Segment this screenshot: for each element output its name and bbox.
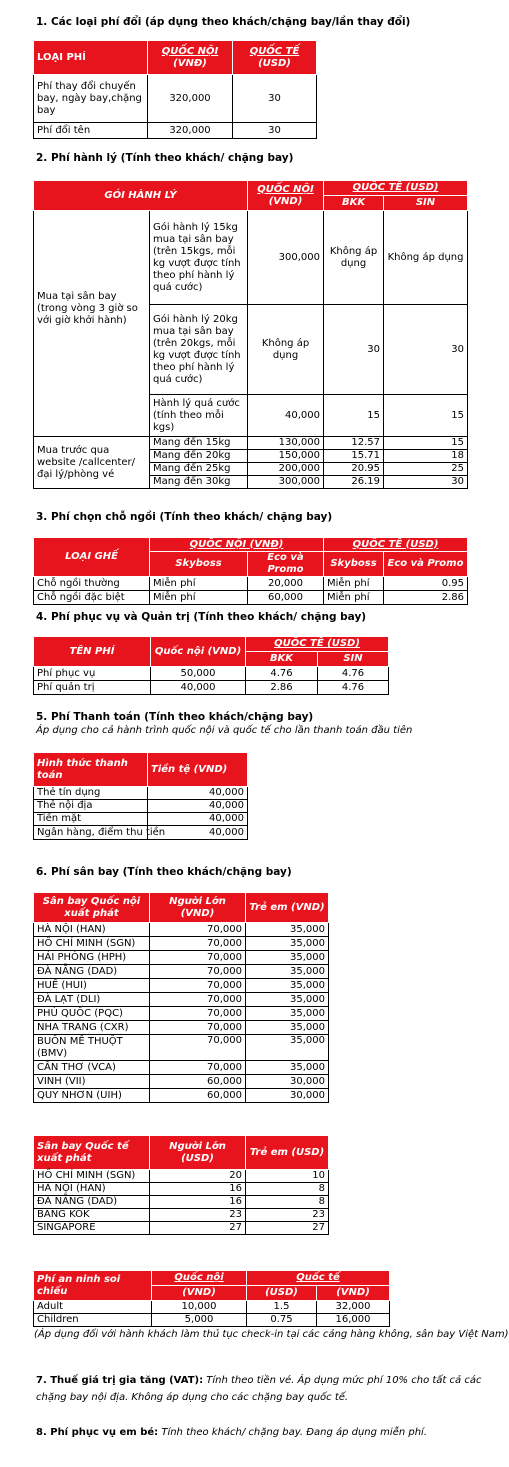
price: 60,000	[248, 591, 324, 605]
passenger-type: Children	[34, 1314, 152, 1327]
child-fee: 27	[246, 1222, 329, 1235]
price: 20,000	[248, 577, 324, 591]
adult-fee: 70,000	[150, 979, 246, 993]
table-row	[34, 937, 329, 951]
table-row	[34, 1209, 329, 1222]
child-fee: 35,000	[246, 937, 329, 951]
adult-fee: 16	[150, 1196, 246, 1209]
price: 40,000	[151, 681, 246, 695]
airport-name: BANG KOK	[34, 1209, 150, 1222]
table-row	[34, 1075, 329, 1089]
airport-name: HÀ NỘI (HAN)	[34, 1183, 150, 1196]
price: Miễn phí	[150, 591, 248, 605]
child-fee: 35,000	[246, 1007, 329, 1021]
header-domestic-airport: Sân bay Quốc nội xuất phát	[34, 893, 150, 923]
header-child: Trẻ em (USD)	[246, 1136, 329, 1170]
table-row	[34, 1007, 329, 1021]
adult-fee: 70,000	[150, 937, 246, 951]
table-row	[34, 681, 389, 695]
price: 32,000	[317, 1301, 390, 1314]
table-row	[34, 437, 468, 450]
intl-airport-rows	[34, 1170, 329, 1235]
table-row	[34, 1183, 329, 1196]
adult-fee: 27	[150, 1222, 246, 1235]
price-sin: Không áp dụng	[384, 211, 468, 305]
section-8-label: 8. Phí phục vụ em bé:	[36, 1427, 159, 1438]
price-sin: 15	[384, 437, 468, 450]
section-1-title: 1. Các loại phí đổi (áp dụng theo khách/chặng bay/lần thay đổi)	[36, 16, 411, 28]
price-domestic: 40,000	[248, 395, 324, 437]
child-fee: 35,000	[246, 923, 329, 937]
child-fee: 30,000	[246, 1075, 329, 1089]
price: 1.5	[247, 1301, 317, 1314]
header-domestic: QUỐC NỘI (VND)	[248, 181, 324, 211]
payment-method: Ngân hàng, điểm thu tiền	[34, 826, 148, 840]
fee-domestic: 320,000	[148, 75, 233, 123]
adult-fee: 70,000	[150, 1007, 246, 1021]
child-fee: 30,000	[246, 1089, 329, 1103]
table-row	[34, 1314, 390, 1327]
table-row	[34, 923, 329, 937]
table-row	[34, 75, 317, 123]
package-name: Mang đến 20kg	[150, 450, 248, 463]
price: Miễn phí	[324, 591, 384, 605]
price-sin: 18	[384, 450, 468, 463]
header-international: Quốc tế	[247, 1271, 390, 1286]
price-domestic: 300,000	[248, 476, 324, 489]
header-security: Phí an ninh soi chiếu	[34, 1271, 152, 1301]
section-6-title: 6. Phí sân bay (Tính theo khách/chặng bay)	[36, 866, 292, 878]
header-international: QUỐC TẾ (USD)	[233, 41, 317, 75]
package-name: Mang đến 15kg	[150, 437, 248, 450]
change-fee-table	[33, 40, 317, 139]
header-fee-type: LOẠI PHÍ	[34, 41, 148, 75]
section-5-note: Áp dụng cho cả hành trình quốc nội và quốc tế cho lần thanh toán đầu tiên	[36, 725, 413, 736]
price: 40,000	[148, 813, 248, 826]
airport-name: VINH (VII)	[34, 1075, 150, 1089]
airport-name: QUY NHƠN (UIH)	[34, 1089, 150, 1103]
price: 2.86	[384, 591, 468, 605]
price: Miễn phí	[150, 577, 248, 591]
package-name: Hành lý quá cước (tính theo mỗi kgs)	[150, 395, 248, 437]
adult-fee: 70,000	[150, 951, 246, 965]
fee-name: Phí đổi tên	[34, 123, 148, 139]
fee-name: Phí quản trị	[34, 681, 151, 695]
price: 2.86	[246, 681, 318, 695]
price: 0.75	[247, 1314, 317, 1327]
header-domestic: QUỐC NỘI (VNĐ)	[148, 41, 233, 75]
price-sin: 25	[384, 463, 468, 476]
price-domestic: 200,000	[248, 463, 324, 476]
payment-method: Thẻ tín dụng	[34, 787, 148, 800]
payment-fee-table	[33, 752, 248, 840]
table-row	[34, 211, 468, 305]
header-vnd: (VND)	[152, 1286, 247, 1301]
price-bkk: 26.19	[324, 476, 384, 489]
table-row	[34, 1301, 390, 1314]
header-intl-airport: Sân bay Quốc tế xuất phát	[34, 1136, 150, 1170]
airport-name: HUẾ (HUI)	[34, 979, 150, 993]
price: 16,000	[317, 1314, 390, 1327]
child-fee: 8	[246, 1196, 329, 1209]
fee-name: Phí phục vụ	[34, 667, 151, 681]
section-7-label: 7. Thuế giá trị gia tăng (VAT):	[36, 1375, 204, 1386]
intl-airport-fee-table	[33, 1135, 329, 1235]
airport-name: PHÚ QUỐC (PQC)	[34, 1007, 150, 1021]
airport-name: HẢI PHÒNG (HPH)	[34, 951, 150, 965]
table-row	[34, 813, 248, 826]
header-international: QUỐC TẾ (USD)	[246, 637, 389, 652]
table-row	[34, 1061, 329, 1075]
fee-international: 30	[233, 75, 317, 123]
adult-fee: 60,000	[150, 1075, 246, 1089]
child-fee: 35,000	[246, 1021, 329, 1035]
header-bkk: BKK	[324, 196, 384, 211]
price-sin: 30	[384, 476, 468, 489]
adult-fee: 70,000	[150, 1061, 246, 1075]
airport-name: NHA TRANG (CXR)	[34, 1021, 150, 1035]
header-baggage-package: GÓI HÀNH LÝ	[34, 181, 248, 211]
header-adult: Người Lớn (USD)	[150, 1136, 246, 1170]
adult-fee: 23	[150, 1209, 246, 1222]
table-row	[34, 951, 329, 965]
child-fee: 10	[246, 1170, 329, 1183]
price: Miễn phí	[324, 577, 384, 591]
domestic-airport-rows	[34, 923, 329, 1103]
table-row	[34, 1170, 329, 1183]
fee-domestic: 320,000	[148, 123, 233, 139]
seat-type: Chỗ ngồi đặc biệt	[34, 591, 150, 605]
header-international: QUỐC TẾ (USD)	[324, 181, 468, 196]
header-domestic: Quốc nội (VND)	[151, 637, 246, 667]
price-domestic: 150,000	[248, 450, 324, 463]
table-row	[34, 1021, 329, 1035]
table-row	[34, 800, 248, 813]
section-3-title: 3. Phí chọn chỗ ngồi (Tính theo khách/ chặng bay)	[36, 511, 333, 523]
section-8	[36, 1424, 486, 1441]
price: 10,000	[152, 1301, 247, 1314]
baggage-fee-table	[33, 180, 468, 489]
price-bkk: 15.71	[324, 450, 384, 463]
group-prepaid: Mua trước qua website /callcenter/đại lý/phòng vé	[34, 437, 150, 489]
section-4-title: 4. Phí phục vụ và Quản trị (Tính theo khách/ chặng bay)	[36, 611, 367, 623]
adult-fee: 20	[150, 1170, 246, 1183]
child-fee: 35,000	[246, 1061, 329, 1075]
adult-fee: 60,000	[150, 1089, 246, 1103]
section-6-note: (Áp dụng đối với hành khách làm thủ tục check-in tại các cảng hàng không, sân bay Việt Nam)	[34, 1329, 509, 1340]
adult-fee: 16	[150, 1183, 246, 1196]
payment-method: Tiền mặt	[34, 813, 148, 826]
seat-fee-table	[33, 537, 468, 605]
price: 40,000	[148, 800, 248, 813]
header-payment-method: Hình thức thanh toán	[34, 753, 148, 787]
package-name: Mang đến 30kg	[150, 476, 248, 489]
airport-name: ĐÀ NẴNG (DAD)	[34, 1196, 150, 1209]
child-fee: 23	[246, 1209, 329, 1222]
price: 0.95	[384, 577, 468, 591]
header-usd: (USD)	[247, 1286, 317, 1301]
price: 4.76	[318, 681, 389, 695]
adult-fee: 70,000	[150, 1021, 246, 1035]
price: 50,000	[151, 667, 246, 681]
table-row	[34, 979, 329, 993]
child-fee: 35,000	[246, 1035, 329, 1061]
header-skyboss: Skyboss	[150, 552, 248, 577]
airport-name: CẦN THƠ (VCA)	[34, 1061, 150, 1075]
header-bkk: BKK	[246, 652, 318, 667]
price-domestic: 130,000	[248, 437, 324, 450]
package-name: Gói hành lý 15kg mua tại sân bay (trên 15kgs, mỗi kg vượt được tính theo phí hành lý quá cước)	[150, 211, 248, 305]
header-child: Trẻ em (VND)	[246, 893, 329, 923]
fee-name: Phí thay đổi chuyến bay, ngày bay,chặng bay	[34, 75, 148, 123]
adult-fee: 70,000	[150, 923, 246, 937]
header-adult: Người Lớn (VND)	[150, 893, 246, 923]
domestic-airport-fee-table	[33, 892, 329, 1103]
price: 40,000	[148, 787, 248, 800]
table-row	[34, 965, 329, 979]
table-row	[34, 667, 389, 681]
header-currency: Tiền tệ (VND)	[148, 753, 248, 787]
header-domestic: QUỐC NỘI (VNĐ)	[150, 538, 324, 552]
child-fee: 35,000	[246, 993, 329, 1007]
table-row	[34, 1196, 329, 1209]
price-sin: 15	[384, 395, 468, 437]
table-row	[34, 123, 317, 139]
airport-name: HỒ CHÍ MINH (SGN)	[34, 937, 150, 951]
table-row	[34, 993, 329, 1007]
section-7-text: Tính theo tiền vé. Áp dụng mức phí 10% cho tất cả các chặng bay nội địa. Không áp dụng cho các chặng bay quốc tế.	[36, 1375, 482, 1403]
table-row	[34, 1035, 329, 1061]
airport-name: HÀ NỘI (HAN)	[34, 923, 150, 937]
table-row	[34, 787, 248, 800]
group-airport: Mua tại sân bay (trong vòng 3 giờ so với giờ khởi hành)	[34, 211, 150, 437]
package-name: Gói hành lý 20kg mua tại sân bay (trên 20kgs, mỗi kg vượt được tính theo phí hành lý quá cước)	[150, 305, 248, 395]
price-bkk: Không áp dụng	[324, 211, 384, 305]
price: 4.76	[318, 667, 389, 681]
table-row	[34, 591, 468, 605]
header-domestic: Quốc nội	[152, 1271, 247, 1286]
header-seat-type: LOẠI GHẾ	[34, 538, 150, 577]
airport-name: BUÔN MÊ THUỘT (BMV)	[34, 1035, 150, 1061]
airport-name: ĐÀ LẠT (DLI)	[34, 993, 150, 1007]
fee-international: 30	[233, 123, 317, 139]
section-8-text: Tính theo khách/ chặng bay. Đang áp dụng miễn phí.	[158, 1427, 428, 1438]
child-fee: 35,000	[246, 979, 329, 993]
header-eco-promo: Eco và Promo	[384, 552, 468, 577]
header-fee-name: TÊN PHÍ	[34, 637, 151, 667]
airport-name: SINGAPORE	[34, 1222, 150, 1235]
table-row	[34, 577, 468, 591]
security-fee-table	[33, 1270, 390, 1327]
adult-fee: 70,000	[150, 965, 246, 979]
passenger-type: Adult	[34, 1301, 152, 1314]
price-domestic: 300,000	[248, 211, 324, 305]
header-eco-promo: Eco và Promo	[248, 552, 324, 577]
price-bkk: 30	[324, 305, 384, 395]
child-fee: 8	[246, 1183, 329, 1196]
section-2-title: 2. Phí hành lý (Tính theo khách/ chặng bay)	[36, 152, 294, 164]
price-bkk: 20.95	[324, 463, 384, 476]
header-sin: SIN	[384, 196, 468, 211]
price-domestic: Không áp dụng	[248, 305, 324, 395]
section-7	[36, 1372, 486, 1406]
package-name: Mang đến 25kg	[150, 463, 248, 476]
service-fee-table	[33, 636, 389, 695]
price-sin: 30	[384, 305, 468, 395]
section-5-title: 5. Phí Thanh toán (Tính theo khách/chặng bay)	[36, 711, 314, 723]
price: 5,000	[152, 1314, 247, 1327]
price-bkk: 12.57	[324, 437, 384, 450]
header-vnd: (VND)	[317, 1286, 390, 1301]
table-row	[34, 826, 248, 840]
header-skyboss: Skyboss	[324, 552, 384, 577]
adult-fee: 70,000	[150, 1035, 246, 1061]
seat-type: Chỗ ngồi thường	[34, 577, 150, 591]
adult-fee: 70,000	[150, 993, 246, 1007]
header-sin: SIN	[318, 652, 389, 667]
price: 4.76	[246, 667, 318, 681]
price: 40,000	[148, 826, 248, 840]
child-fee: 35,000	[246, 965, 329, 979]
price-bkk: 15	[324, 395, 384, 437]
table-row	[34, 1089, 329, 1103]
table-row	[34, 1222, 329, 1235]
child-fee: 35,000	[246, 951, 329, 965]
payment-method: Thẻ nội địa	[34, 800, 148, 813]
airport-name: ĐÀ NẴNG (DAD)	[34, 965, 150, 979]
airport-name: HỒ CHÍ MINH (SGN)	[34, 1170, 150, 1183]
header-international: QUỐC TẾ (USD)	[324, 538, 468, 552]
